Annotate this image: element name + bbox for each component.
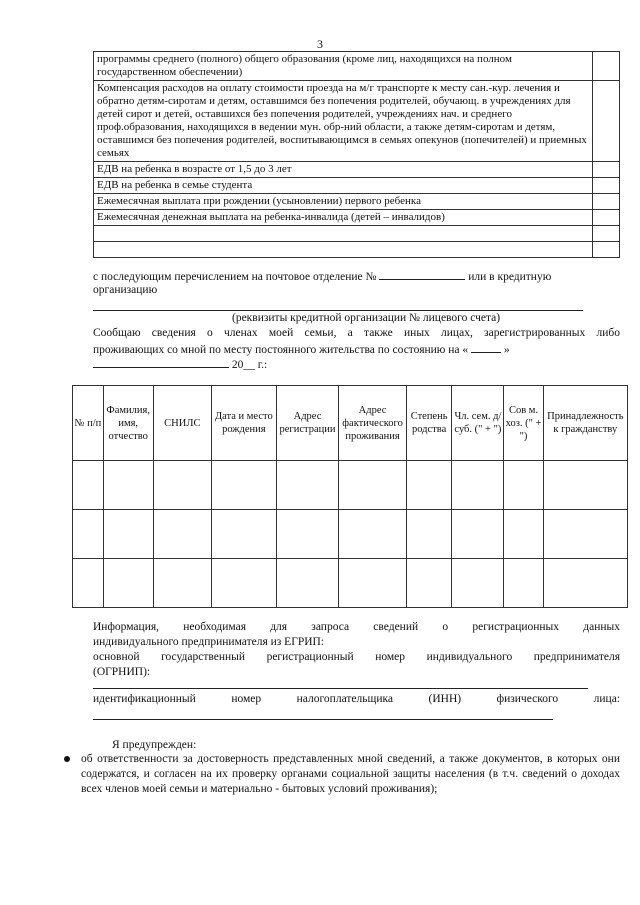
family-members-table [72, 385, 628, 608]
family-cell[interactable] [339, 510, 407, 559]
family-cell[interactable] [153, 559, 211, 608]
post-office-number-field[interactable] [379, 268, 465, 280]
family-column-header: Степень родства [406, 386, 452, 461]
benefit-row [94, 226, 620, 242]
benefit-label: Ежемесячная денежная выплата на ребенка-инвалида (детей – инвалидов) [94, 210, 593, 226]
benefit-row [94, 178, 620, 194]
benefit-label: программы среднего (полного) общего образования (кроме лиц, находящихся на полном государственном обеспечении) [94, 52, 593, 81]
egrip-line-3: основной государственный регистрационный номер индивидуального предпринимателя [93, 651, 620, 663]
benefit-row [94, 210, 620, 226]
family-cell[interactable] [543, 510, 627, 559]
family-member-row [73, 461, 628, 510]
family-member-row [73, 559, 628, 608]
family-column-header: Адрес регистрации [276, 386, 339, 461]
benefit-row [94, 52, 620, 81]
family-cell[interactable] [504, 510, 543, 559]
egrip-line-4: (ОГРНИП): [93, 666, 151, 678]
date-month-field[interactable] [93, 356, 229, 368]
family-intro-line-1: Сообщаю сведения о членах моей семьи, а также иных лицах, зарегистрированных либо [93, 327, 620, 339]
inn-label: идентификационный номер налогоплательщика (ИНН) физического лица: [93, 693, 620, 705]
transfer-line-2: организацию [93, 284, 158, 296]
ogrnip-field[interactable] [93, 688, 588, 689]
family-cell[interactable] [276, 559, 339, 608]
benefit-checkbox-cell[interactable] [593, 81, 620, 162]
family-cell[interactable] [276, 461, 339, 510]
family-cell[interactable] [452, 559, 504, 608]
bank-details-caption: (реквизиты кредитной организации № лицевого счета) [232, 312, 501, 324]
benefit-checkbox-cell[interactable] [593, 242, 620, 258]
family-cell[interactable] [153, 461, 211, 510]
family-column-header: СНИЛС [153, 386, 211, 461]
family-cell[interactable] [406, 510, 452, 559]
quote-close: » [503, 344, 510, 356]
family-cell[interactable] [73, 461, 104, 510]
family-column-header: Фамилия, имя, отчество [103, 386, 153, 461]
benefit-checkbox-cell[interactable] [593, 194, 620, 210]
family-cell[interactable] [339, 461, 407, 510]
family-cell[interactable] [212, 461, 277, 510]
family-cell[interactable] [543, 461, 627, 510]
family-cell[interactable] [73, 510, 104, 559]
warning-title: Я предупрежден: [112, 739, 197, 751]
family-cell[interactable] [103, 559, 153, 608]
family-cell[interactable] [543, 559, 627, 608]
benefit-label: ЕДВ на ребенка в семье студента [94, 178, 593, 194]
year-label: 20__ г.: [231, 359, 268, 371]
family-cell[interactable] [406, 559, 452, 608]
family-cell[interactable] [212, 510, 277, 559]
family-column-header: № п/п [73, 386, 104, 461]
egrip-line-1: Информация, необходимая для запроса сведений о регистрационных данных [93, 621, 620, 633]
benefit-label: ЕДВ на ребенка в возрасте от 1,5 до 3 лет [94, 162, 593, 178]
family-cell[interactable] [504, 461, 543, 510]
benefit-checkbox-cell[interactable] [593, 52, 620, 81]
family-cell[interactable] [103, 510, 153, 559]
family-cell[interactable] [103, 461, 153, 510]
family-cell[interactable] [406, 461, 452, 510]
family-cell[interactable] [212, 559, 277, 608]
benefit-checkbox-cell[interactable] [593, 210, 620, 226]
family-cell[interactable] [339, 559, 407, 608]
benefit-label: Ежемесячная выплата при рождении (усыновлении) первого ребенка [94, 194, 593, 210]
benefit-checkbox-cell[interactable] [593, 162, 620, 178]
egrip-line-2: индивидуального предпринимателя из ЕГРИП: [93, 636, 325, 648]
family-column-header: Чл. сем. д/суб. (" + ") [452, 386, 504, 461]
inn-field[interactable] [93, 719, 553, 720]
page-number: 3 [317, 37, 323, 51]
family-column-header: Принадлежность к гражданству [543, 386, 627, 461]
family-cell[interactable] [153, 510, 211, 559]
benefit-label [94, 242, 593, 258]
family-column-header: Дата и место рождения [212, 386, 277, 461]
family-intro-text: проживающих со мной по месту постоянного жительства по состоянию на « [93, 344, 469, 356]
family-cell[interactable] [452, 510, 504, 559]
bullet-icon [64, 756, 70, 762]
family-column-header: Сов м. хоз. (" + ") [504, 386, 543, 461]
benefit-row [94, 242, 620, 258]
date-day-field[interactable] [471, 341, 501, 353]
transfer-line-1 [93, 268, 620, 285]
benefits-table [93, 51, 620, 258]
family-cell[interactable] [73, 559, 104, 608]
benefit-label [94, 226, 593, 242]
benefit-checkbox-cell[interactable] [593, 178, 620, 194]
benefit-row [94, 162, 620, 178]
family-member-row [73, 510, 628, 559]
transfer-text-b: или в кредитную [468, 271, 552, 283]
family-cell[interactable] [276, 510, 339, 559]
family-cell[interactable] [452, 461, 504, 510]
benefit-checkbox-cell[interactable] [593, 226, 620, 242]
family-intro-line-3 [93, 356, 267, 373]
family-cell[interactable] [504, 559, 543, 608]
transfer-text-a: с последующим перечислением на почтовое отделение № [93, 271, 377, 283]
benefit-row [94, 81, 620, 162]
warning-item-1: об ответственности за достоверность представленных мной сведений, а также документов, в которых они содержатся, и согласен на их проверку органами социальной защиты населения (в т.ч. сведений о доходах всех членов моей семьи и материально - бытовых условий проживания); [81, 753, 620, 795]
benefit-row [94, 194, 620, 210]
benefit-label: Компенсация расходов на оплату стоимости проезда на м/г транспорте к месту сан.-кур. лечения и обратно детям-сиротам и детям, оставшимся без попечения родителей, обучающ. в учреждениях для детей сирот и детей, оставшихся без попечения родителей, учреждениях нач. и среднего проф.образования, находящихся в ведении мун. обр-ний области, а также детям-сиротам и детям, оставшимся без попечения родителей, воспитывающимся в семьях опекунов (попечителей) и приемных семьях [94, 81, 593, 162]
family-column-header: Адрес фактического проживания [339, 386, 407, 461]
